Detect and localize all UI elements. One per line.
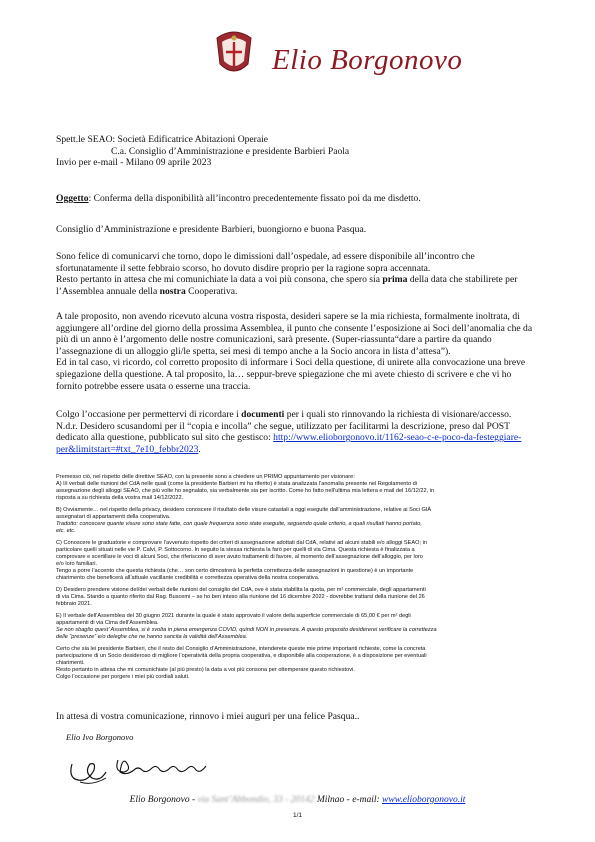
- salutation: [56, 224, 544, 236]
- salutation-text: Consiglio d’Amministrazione e presidente Barbieri, buongiorno e buona Pasqua.: [56, 224, 367, 235]
- paragraph-2: [56, 311, 544, 392]
- p1-line1: Sono felice di comunicarvi che torno, dopo le dimissioni dall’ospedale, ad essere disponibile all’incontro che: [56, 251, 475, 262]
- p3-line1: Colgo l’occasione per permettervi di ricordare i documenti per i quali sto rinnovando la richiesta di visionare/accesso.: [56, 409, 512, 420]
- footer: Elio Borgonovo - via Sant’Abbondio, 33 - 20142 Milnao - e-mail: www.elioborgonovo.it: [129, 795, 466, 805]
- brand-name: Elio Borgonovo: [272, 44, 463, 76]
- post-link[interactable]: http://www.elioborgonovo.it/1162-seao-c-e-poco-da-festeggiare-: [273, 432, 522, 444]
- to-line: Spett.le SEAO: Società Edificatrice Abitazioni Operaie: [56, 134, 269, 145]
- request-e-line3: Se non sbaglio quest’ Assemblea, si è svolta in piena emergenza COVID, quindi NON in presenza. A questo proposito desidererei verificare la correttezza: [56, 627, 437, 633]
- request-d-line2: di via Cima. Stando a quanto riferito dal Rag. Buscemi – se ho ben inteso alla riunione del 16 dicembre 2022 - dovrebbe trattarsi della riunione del 26: [56, 594, 425, 600]
- subject-text: : Conferma della disponibilità all’incontro precedentemente fissato poi da me disdetto.: [88, 193, 421, 204]
- p3-line4: per&limitstart=#txt_7e10_febbr2023.: [56, 443, 201, 455]
- signature-area: [66, 732, 266, 792]
- signature-typed-name: Elio Ivo Borgonovo: [66, 732, 134, 742]
- p2-line4: l’assegnazione di un alloggio gli/le spetta, sei mesi di tempo anche a la Socio ancora in lista d’attesa”).: [56, 345, 451, 357]
- footer-city-email: Milnao - e-mail:: [314, 795, 383, 805]
- request-b-line4: etc. etc.: [56, 528, 76, 534]
- closing-small-line5: Colgo l’occasione per porgere i miei più cordiali saluti.: [56, 674, 190, 680]
- closing-small-line3: chiarimenti.: [56, 660, 85, 666]
- request-c-line2: particolare quelli situati nelle vie P. Calvi, P. Sottocorno. In seguito la stessa richiesta la farò per quelli di via Cima. Questa richiesta è finalizzata a: [56, 547, 415, 553]
- request-b-line2: assegnatari di appartamenti della cooperativa.: [56, 514, 171, 520]
- paragraph-1: [56, 251, 544, 297]
- page-number: 1/1: [292, 812, 303, 819]
- footer-website-link[interactable]: www.elioborgonovo.it: [382, 795, 466, 805]
- p2-line1: A tale proposito, non avendo ricevuto alcuna vostra risposta, desideri sapere se la mia richiesta, formalmente inoltrata, di: [56, 311, 520, 322]
- request-d-line3: febbraio 2021.: [56, 601, 92, 607]
- p1-line3: Resto pertanto in attesa che mi comunichiate la data a voi più consona, che spero sia prima della data che stabilirete per: [56, 274, 518, 286]
- p3-line2: N.d.r. Desidero scusandomi per il “copia e incolla” che segue, utilizzato per facilitarmi la descrizione, preso dal POST: [56, 420, 510, 432]
- closing-small-line1: Certo che sia lei presidente Barbieri, che il resto del Consiglio d’Amministrazione, intenderete queste mie prime importanti richieste, come la concreta: [56, 646, 426, 652]
- request-a-line2: assegnazione degli alloggi SEAO, che più volte ho segnalato, sia verbalmente sia per iscritto. Come ho fatto nell’ultima mia lettera e mail del 16/12/22, in: [56, 488, 435, 494]
- subject-line: [56, 193, 544, 205]
- p2-line5: Ed in tal caso, vi ricordo, col corretto proposito di informare i Soci della questione, di unirete alla convocazione una breve: [56, 357, 526, 369]
- closing-small-line4: Resto pertanto in attesa che mi comunichiate (al più presto) la data a voi più consona per ottemperare questo richiestovi.: [56, 667, 355, 673]
- p3-line3: dedicato alla questione, pubblicato sul sito che gestisco: http://www.elioborgonovo.it/1162-seao-c-e-poco-da-festeggiare-: [56, 432, 522, 444]
- sent-line: Invio per e-mail - Milano 09 aprile 2023: [56, 157, 212, 169]
- closing-text: In attesa di vostra comunicazione, rinnovo i miei auguri per una felice Pasqua..: [56, 711, 360, 722]
- request-c-line5: Tengo a porre l’accento che questa richiesta (che… son certo dimostrerà la perfetta correttezza delle assegnazioni in questione) è un importante: [56, 568, 414, 574]
- request-c-line3: comprovare e scertillare le voci di alcuni Soci, che riferiscono di aver avuto trattamenti di favore, al momento dell’assegnazione dell’alloggio, per loro: [56, 554, 423, 560]
- footer-name: Elio Borgonovo: [129, 795, 190, 805]
- crest-logo-icon: [212, 28, 256, 78]
- request-a-line1: A) I/i verbali delle riunioni del CdA nelle quali (come la presidente Barbieri mi ha riferito) è stata analizzata l’anomalia presente nel Regolamento di: [56, 481, 417, 487]
- requests-intro: Premesso ciò, nel rispetto delle direttive SEAO, con la presente sono a chiedere un PRIMO appuntamento per visionare:: [56, 474, 355, 480]
- p2-line3: più di un anno è l’argomento delle nostre comunicazioni, sarà presente. (Super-riassunta“dare a partire da quando: [56, 334, 492, 346]
- request-b-line3: Tradotto: conoscere quante visure sono state fatte, con quale frequenza sono state eseguite, seguendo quale criterio, a quali risultati hanno portato,: [56, 521, 422, 527]
- p1-line2: sfortunatamente il sette febbraio scorso, ho dovuto disdire proprio per la ragione sopra accennata.: [56, 262, 431, 274]
- p1-line4: l’Assemblea annuale della nostra Cooperativa.: [56, 285, 238, 297]
- cc-line: C.a. Consiglio d’Amministrazione e presidente Barbieri Paola: [111, 145, 350, 157]
- request-e-line1: E) Il verbale dell’Assemblea del 30 giugno 2021 durante la quale è stato approvato il valore della superficie commerciale di 65,00 € per m² degli: [56, 613, 411, 619]
- p2-line7: fornito potrebbe essere usata o esserne una traccia.: [56, 380, 251, 392]
- requests-section: [56, 474, 540, 681]
- subject-label: Oggetto: [56, 193, 89, 204]
- addressee-block: [56, 134, 544, 169]
- paragraph-3: [56, 409, 544, 455]
- redacted-address: via Sant’Abbondio, 33 - 20142: [197, 795, 315, 805]
- request-e-line2: appartamenti di via Cima dell’Assemblea.: [56, 620, 159, 626]
- request-d-line1: D) Desidero prendere visione del/dei verbali delle riunioni del consiglio del CdA, ove è stata stabilita la quota, per m² commerciale, degli appartamenti: [56, 587, 426, 593]
- request-a-line3: risposta a su richiesta della vostra mail 14/12/2022.: [56, 495, 184, 501]
- request-e-line4: delle “presenze” e/o deleghe che ne hanno sancita la validità dell’Assemblea.: [56, 634, 248, 640]
- handwritten-signature: [66, 742, 216, 788]
- request-c-line1: C) Conoscere le graduatorie e comprovare l’avvenuto rispetto dei criteri di assegnazione adottati dal CdA, relativi ad alcuni stabili e/o alloggi SEAO; in: [56, 540, 427, 546]
- p2-line6: spiegazione della questione. A tal proposito, la… seppur-breve spiegazione che mi avete chiesto di scrivere e che vi ho: [56, 368, 512, 380]
- closing: [56, 711, 544, 723]
- post-link-continued[interactable]: per&limitstart=#txt_7e10_febbr2023: [56, 443, 199, 455]
- closing-small-line2: partecipazione di un Socio desideroso di migliore l’operatività della propria cooperativa, e disponibile alla cooperazione, è a disposizione per eventuali: [56, 653, 427, 659]
- request-b-line1: B) Ovviamente… nel rispetto della privacy, desidero conoscere il risultato delle visure catastali a oggi eseguite dall’amministrazione, relative ai Soci GIÀ: [56, 507, 432, 513]
- p2-line2: aggiungere all’ordine del giorno della prossima Assemblea, il punto che consente l’esposizione ai Soci dell’anomalia che da: [56, 322, 533, 334]
- request-c-line6: chiarimento che beneficerà all’attuale vacillante credibilità e correttezza operativa della nostra cooperativa.: [56, 575, 320, 581]
- letterhead: [0, 22, 595, 82]
- request-c-line4: e/o loro familiari.: [56, 561, 98, 567]
